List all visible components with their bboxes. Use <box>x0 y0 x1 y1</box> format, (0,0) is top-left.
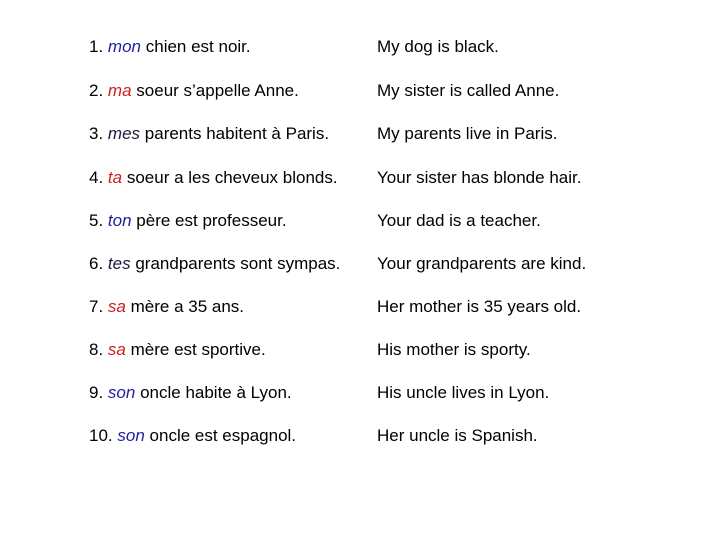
item-number: 5. <box>89 211 104 230</box>
item-number: 6. <box>89 254 104 273</box>
possessive-adjective: mon <box>107 37 141 56</box>
english-translation: My parents live in Paris. <box>377 124 558 143</box>
possessive-adjective: ton <box>107 211 132 230</box>
possessive-adjective: son <box>107 383 136 402</box>
english-translation: Her mother is 35 years old. <box>377 297 582 316</box>
english-translation: Your sister has blonde hair. <box>377 168 582 187</box>
sentence-row <box>0 77 720 105</box>
possessive-adjective: mes <box>107 124 141 143</box>
french-rest: oncle habite à Lyon. <box>140 383 292 402</box>
english-translation: My sister is called Anne. <box>377 81 560 100</box>
sentence-row <box>0 293 720 321</box>
french-rest: soeur a les cheveux blonds. <box>126 168 338 187</box>
possessive-adjective: tes <box>107 254 131 273</box>
french-rest: parents habitent à Paris. <box>144 124 330 143</box>
item-number: 2. <box>89 81 104 100</box>
french-rest: mère a 35 ans. <box>130 297 245 316</box>
french-sentence <box>89 422 296 450</box>
french-sentence <box>89 164 338 192</box>
french-rest: père est professeur. <box>136 211 287 230</box>
possessive-adjective: sa <box>107 297 126 316</box>
item-number: 7. <box>89 297 104 316</box>
item-number: 8. <box>89 340 104 359</box>
french-sentence <box>89 379 292 407</box>
english-translation: Your grandparents are kind. <box>377 254 587 273</box>
item-number: 4. <box>89 168 104 187</box>
sentence-row <box>0 164 720 192</box>
french-rest: soeur s’appelle Anne. <box>136 81 299 100</box>
item-number: 10. <box>89 426 113 445</box>
english-translation: His uncle lives in Lyon. <box>377 383 550 402</box>
sentence-row <box>0 422 720 450</box>
possessive-adjective: son <box>117 426 145 445</box>
sentence-row <box>0 33 720 61</box>
item-number: 9. <box>89 383 104 402</box>
french-sentence <box>89 250 340 278</box>
french-sentence <box>89 33 251 61</box>
sentence-row <box>0 250 720 278</box>
french-rest: oncle est espagnol. <box>149 426 297 445</box>
english-translation: Your dad is a teacher. <box>377 211 541 230</box>
item-number: 1. <box>89 37 104 56</box>
french-rest: chien est noir. <box>145 37 251 56</box>
sentence-row <box>0 207 720 235</box>
english-translation: Her uncle is Spanish. <box>377 426 538 445</box>
item-number: 3. <box>89 124 104 143</box>
sentence-row <box>0 379 720 407</box>
sentence-row <box>0 336 720 364</box>
possessive-adjective: sa <box>107 340 126 359</box>
english-translation: My dog is black. <box>377 37 499 56</box>
possessive-adjective: ta <box>107 168 123 187</box>
english-translation: His mother is sporty. <box>377 340 531 359</box>
french-sentence <box>89 336 266 364</box>
french-sentence <box>89 293 244 321</box>
french-rest: grandparents sont sympas. <box>135 254 341 273</box>
french-sentence <box>89 120 329 148</box>
sentence-row <box>0 120 720 148</box>
french-rest: mère est sportive. <box>130 340 266 359</box>
possessive-adjective: ma <box>107 81 132 100</box>
french-sentence <box>89 207 287 235</box>
french-sentence <box>89 77 299 105</box>
